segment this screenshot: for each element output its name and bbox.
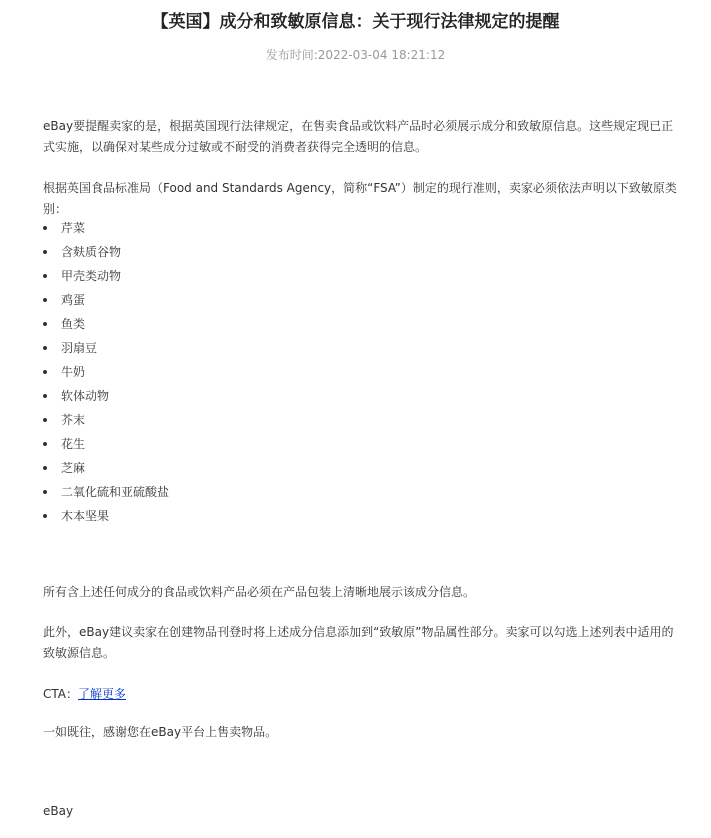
list-item	[43, 432, 169, 456]
cta-label: CTA：	[43, 687, 78, 701]
learn-more-link[interactable]: 了解更多	[78, 687, 127, 701]
packaging-paragraph: 所有含上述任何成分的食品或饮料产品必须在产品包装上清晰地展示该成分信息。	[43, 585, 476, 599]
bullet-icon	[43, 370, 47, 374]
cta-line	[43, 684, 126, 705]
allergen-label: 二氧化硫和亚硫酸盐	[61, 485, 170, 499]
list-item	[43, 336, 169, 360]
allergen-label: 甲壳类动物	[61, 269, 122, 283]
allergen-label: 木本坚果	[61, 509, 110, 523]
allergen-label: 含麸质谷物	[61, 245, 122, 259]
list-item	[43, 384, 169, 408]
allergen-list	[43, 216, 169, 528]
bullet-icon	[43, 274, 47, 278]
allergen-label: 鸡蛋	[61, 293, 86, 307]
list-item	[43, 480, 169, 504]
list-item	[43, 216, 169, 240]
list-item	[43, 240, 169, 264]
allergen-label: 芝麻	[61, 461, 86, 475]
bullet-icon	[43, 466, 47, 470]
list-item	[43, 312, 169, 336]
allergen-label: 鱼类	[61, 317, 86, 331]
allergen-label: 芥末	[61, 413, 86, 427]
article-title: 【英国】成分和致敏原信息：关于现行法律规定的提醒	[151, 12, 560, 32]
bullet-icon	[43, 490, 47, 494]
signoff: eBay	[43, 804, 74, 818]
list-item	[43, 408, 169, 432]
bullet-icon	[43, 346, 47, 350]
allergen-label: 羽扇豆	[61, 341, 98, 355]
list-item	[43, 360, 169, 384]
bullet-icon	[43, 322, 47, 326]
list-item	[43, 288, 169, 312]
bullet-icon	[43, 514, 47, 518]
bullet-icon	[43, 418, 47, 422]
allergen-label: 花生	[61, 437, 86, 451]
allergen-label: 芹菜	[61, 221, 86, 235]
intro-paragraph: eBay要提醒卖家的是，根据英国现行法律规定，在售卖食品或饮料产品时必须展示成分和致敏原信息。这些规定现已正式实施，以确保对某些成分过敏或不耐受的消费者获得完全透明的信息。	[43, 119, 674, 154]
list-item	[43, 456, 169, 480]
allergen-label: 软体动物	[61, 389, 110, 403]
listing-advice-paragraph: 此外，eBay建议卖家在创建物品刊登时将上述成分信息添加到“致敏原”物品属性部分。卖家可以勾选上述列表中适用的致敏源信息。	[43, 625, 674, 660]
bullet-icon	[43, 298, 47, 302]
allergen-label: 牛奶	[61, 365, 86, 379]
list-item	[43, 264, 169, 288]
fsa-paragraph: 根据英国食品标准局（Food and Standards Agency，简称“FSA”）制定的现行准则，卖家必须依法声明以下致敏原类别：	[43, 181, 677, 216]
bullet-icon	[43, 226, 47, 230]
bullet-icon	[43, 250, 47, 254]
list-item	[43, 504, 169, 528]
thanks-paragraph: 一如既往，感谢您在eBay平台上售卖物品。	[43, 725, 278, 739]
bullet-icon	[43, 394, 47, 398]
publish-time: 发布时间:2022-03-04 18:21:12	[265, 48, 446, 62]
bullet-icon	[43, 442, 47, 446]
